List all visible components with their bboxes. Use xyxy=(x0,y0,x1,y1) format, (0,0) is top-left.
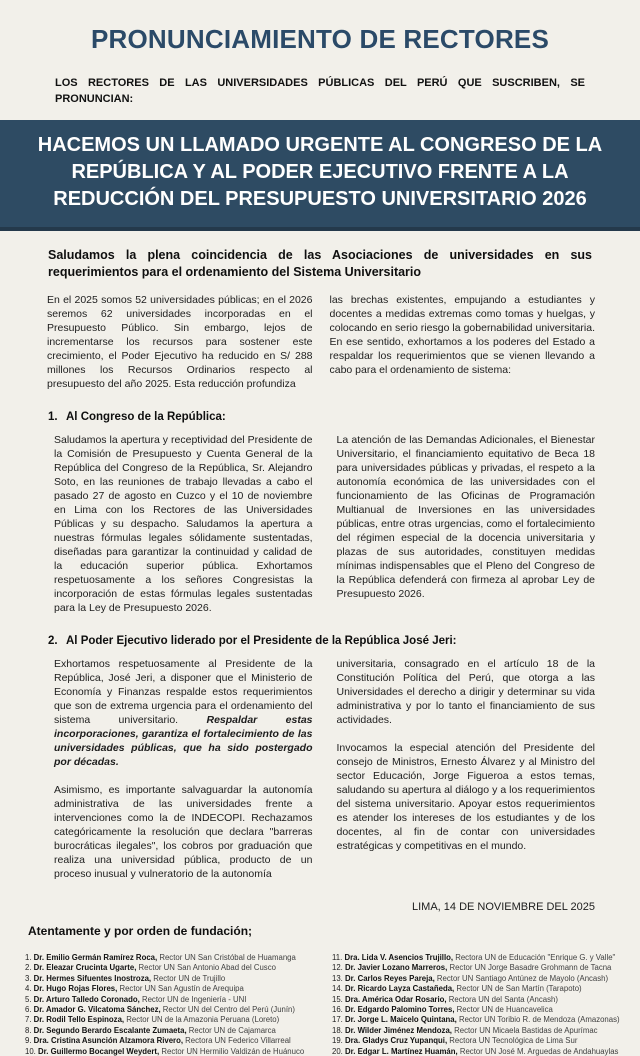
signatory-number: 5. xyxy=(25,994,34,1004)
signatory-role: Rector UN de Huancavelica xyxy=(456,1005,553,1015)
intro-statement: LOS RECTORES DE LAS UNIVERSIDADES PÚBLICAS DEL PERÚ QUE SUSCRIBEN, SE PRONUNCIAN: xyxy=(55,77,585,105)
signatory-number: 10. xyxy=(25,1046,39,1056)
signatory-number: 3. xyxy=(25,973,34,983)
signatory-number: 7. xyxy=(25,1015,34,1025)
signatory-name: Dr. Emilio Germán Ramírez Roca, xyxy=(33,953,160,962)
date-line: LIMA, 14 DE NOVIEMBRE DEL 2025 xyxy=(412,901,595,913)
section-2-column-left xyxy=(47,657,313,881)
section-2-number: 2. xyxy=(48,635,58,647)
signatory-name: Dr. Wilder Jiménez Mendoza, xyxy=(345,1025,455,1035)
signatory-number: 8. xyxy=(25,1025,34,1035)
signatory-name: Dr. Arturo Talledo Coronado, xyxy=(33,994,142,1004)
section-1-column-right: La atención de las Demandas Adicionales, el Bienestar Universitario, el financiamiento equitativo de Beca 18 para universidades públicas y privadas, el respeto a la autonomía económica de las universidades con el funcionamiento de las Oficinas de Programación Multianual de Inversiones en las universidades públicas, entre otras urgencias, como el fortalecimiento del régimen especial de la docencia universitaria y plazas de sus autoridades, constituyen medidas mínimas indispensables que el Pleno del Congreso de la República defenderá con firmeza al aprobar Ley de Presupuesto 2026. xyxy=(336,434,595,600)
section-2-p1-normal: Exhortamos respetuosamente al Presidente de la República, José Jeri, a disponer que el Ministerio de Economía y Finanzas respalde estos requerimientos que son de extrema urgencia para el ordenamiento del sistema universitario. xyxy=(54,658,313,726)
signatories-column-1 xyxy=(25,953,318,1056)
signatory-role: Rectora UN Tecnológica de Lima Sur xyxy=(449,1036,578,1046)
signatory-number: 16. xyxy=(332,1005,346,1015)
list-item xyxy=(25,974,318,984)
signatory-number: 6. xyxy=(25,1005,34,1015)
signatory-number: 19. xyxy=(332,1036,346,1046)
signatory-number: 14. xyxy=(332,984,346,994)
signatory-number: 13. xyxy=(332,973,346,983)
signatory-name: Dr. Segundo Berardo Escalante Zumaeta, xyxy=(33,1025,189,1035)
signatory-number: 11. xyxy=(332,953,345,962)
signatory-role: Rector UN de la Amazonia Peruana (Loreto) xyxy=(126,1015,280,1025)
signatory-role: Rector UN de Trujillo xyxy=(153,973,226,983)
signatory-name: Dra. Cristina Asunción Alzamora Rivero, xyxy=(33,1036,186,1046)
page-title: PRONUNCIAMIENTO DE RECTORES xyxy=(90,24,550,54)
signatory-role: Rectora UN Federico Villarreal xyxy=(185,1036,291,1046)
list-item xyxy=(25,963,318,973)
list-item xyxy=(332,974,625,984)
list-item xyxy=(332,1036,625,1046)
list-item xyxy=(332,1047,625,1056)
signatory-name: Dr. Carlos Reyes Pareja, xyxy=(345,973,437,983)
signatory-role: Rector UN San Cristóbal de Huamanga xyxy=(159,953,296,962)
section-2-paragraph-3: universitaria, consagrado en el artículo 18 de la Constitución Política del Perú, que otorga a las Universidades el derecho a dirigir y determinar su vida administrativa y por lo tanto el financiamiento de sus actividades. xyxy=(336,658,595,726)
list-item xyxy=(332,953,625,963)
signatory-role: Rector UN Hermilio Valdizán de Huánuco xyxy=(161,1046,305,1056)
signatory-name: Dr. Rodil Tello Espinoza, xyxy=(33,1015,127,1025)
signatory-role: Rector UN San Agustín de Arequipa xyxy=(119,984,244,994)
signatory-role: Rector UN José M. Arguedas de Andahuaylas xyxy=(459,1046,619,1056)
signatory-number: 9. xyxy=(25,1036,34,1046)
section-1-columns xyxy=(47,433,595,615)
section-1-number: 1. xyxy=(48,411,58,423)
signatory-name: Dr. Jorge L. Maicelo Quintana, xyxy=(345,1015,459,1025)
section-2-paragraph-4: Invocamos la especial atención del Presidente del consejo de Ministros, Ernesto Álvarez y al Ministro del sector Educación, Jorge Figueroa a estos temas, saludando su apertura al diálogo y a los requerimientos del sistema universitario. Apoyar estos requerimientos es atender los intereses de los estudiantes y de los docentes, al fin de contar con universidades estratégicas y competitivas en el mundo. xyxy=(336,742,595,852)
section-2-title: Al Poder Ejecutivo liderado por el Presidente de la República José Jeri: xyxy=(66,635,457,647)
list-item xyxy=(25,1026,318,1036)
closing-line: Atentamente y por orden de fundación; xyxy=(28,924,253,938)
list-item xyxy=(332,1005,625,1015)
signatory-role: Rector UN del Centro del Perú (Junín) xyxy=(162,1005,295,1015)
list-item xyxy=(332,963,625,973)
signatory-name: Dr. Eleazar Crucinta Ugarte, xyxy=(33,963,139,973)
signatory-role: Rector UN Micaela Bastidas de Apurímac xyxy=(454,1025,598,1035)
signatory-name: Dr. Edgar L. Martínez Huamán, xyxy=(345,1046,460,1056)
list-item xyxy=(332,1015,625,1025)
section-2-paragraph-1 xyxy=(54,657,313,769)
section-2-column-right xyxy=(330,657,596,881)
signatory-number: 4. xyxy=(25,984,34,994)
signatory-role: Rectora UN del Santa (Ancash) xyxy=(448,994,558,1004)
statement-column-left: En el 2025 somos 52 universidades públicas; en el 2026 seremos 62 universidades incorporadas en el Presupuesto Público. Sin embargo, lejos de incrementarse los recursos para sostener este crecimiento, el Poder Ejecutivo ha reducido en S/ 288 millones los Recursos Ordinarios respecto al presupuesto del año 2025. Esta reducción profundiza xyxy=(47,294,313,390)
list-item xyxy=(25,953,318,963)
signatories-list xyxy=(25,953,625,1056)
signatory-number: 15. xyxy=(332,994,346,1004)
list-item xyxy=(25,1047,318,1056)
signatory-name: Dr. Hugo Rojas Flores, xyxy=(33,984,120,994)
list-item xyxy=(25,984,318,994)
signatory-name: Dra. América Odar Rosario, xyxy=(345,994,449,1004)
signatory-role: Rector UN San Antonio Abad del Cusco xyxy=(138,963,276,973)
section-2-paragraph-2: Asimismo, es importante salvaguardar la autonomía administrativa de las universidades frente a intervenciones como la de INDECOPI. Rechazamos categóricamente la resolución que declara "barreras burocráticas ilegales", los cobros por graduación que realiza una universidad pública, producto de un proceso inusual y vulneratorio de la autonomía xyxy=(54,784,313,880)
signatory-role: Rector UN de Cajamarca xyxy=(188,1025,276,1035)
signatory-name: Dra. Gladys Cruz Yupanqui, xyxy=(345,1036,450,1046)
signatory-number: 17. xyxy=(332,1015,346,1025)
list-item xyxy=(25,995,318,1005)
signatory-name: Dr. Edgardo Palomino Torres, xyxy=(345,1005,457,1015)
headline-banner-text: HACEMOS UN LLAMADO URGENTE AL CONGRESO DE LA REPÚBLICA Y AL PODER EJECUTIVO FRENTE A LA REDUCCIÓN DEL PRESUPUESTO UNIVERSITARIO 2026 xyxy=(37,134,603,210)
signatory-number: 1. xyxy=(25,953,34,962)
signatory-number: 18. xyxy=(332,1025,346,1035)
list-item xyxy=(332,1026,625,1036)
section-1-heading xyxy=(48,411,595,423)
section-2-p1-emphasis: Respaldar estas incorporaciones, garantiza el fortalecimiento de las universidades públicas, que ha sido postergado por décadas. xyxy=(54,714,313,768)
signatory-role: Rector UN de Ingeniería - UNI xyxy=(141,994,247,1004)
signatory-name: Dr. Javier Lozano Marreros, xyxy=(345,963,450,973)
statement-columns xyxy=(47,293,595,391)
signatories-column-2 xyxy=(332,953,625,1056)
signatory-name: Dr. Hermes Sifuentes Inostroza, xyxy=(33,973,154,983)
signatory-number: 20. xyxy=(332,1046,346,1056)
signatory-name: Dra. Lida V. Asencios Trujillo, xyxy=(344,953,456,962)
signatory-role: Rector UN Jorge Basadre Grohmann de Tacna xyxy=(449,963,612,973)
statement-column-right: las brechas existentes, empujando a estudiantes y docentes a medidas extremas como tomas y huelgas, y colocando en serio riesgo la gobernabilidad universitaria. En ese sentido, exhortamos a los poderes del Estado a respaldar los requerimientos que se vienen llevando a cabo para el ordenamiento de sistema: xyxy=(329,294,595,376)
signatory-name: Dr. Amador G. Vilcatoma Sánchez, xyxy=(33,1005,163,1015)
list-item xyxy=(25,1005,318,1015)
section-1-title: Al Congreso de la República: xyxy=(66,411,226,423)
signatory-role: Rector UN Santiago Antúnez de Mayolo (Ancash) xyxy=(436,973,609,983)
list-item xyxy=(25,1015,318,1025)
headline-banner xyxy=(0,120,640,231)
section-2-heading xyxy=(48,635,595,647)
signatory-number: 2. xyxy=(25,963,34,973)
section-2-columns xyxy=(47,657,595,881)
signatory-role: Rectora UN de Educación "Enrique G. y Valle" xyxy=(455,953,616,962)
signatory-number: 12. xyxy=(332,963,346,973)
signatory-name: Dr. Ricardo Layza Castañeda, xyxy=(345,984,457,994)
signatory-role: Rector UN Toribio R. de Mendoza (Amazonas) xyxy=(458,1015,620,1025)
list-item xyxy=(332,984,625,994)
signatory-role: Rector UN de San Martín (Tarapoto) xyxy=(456,984,582,994)
list-item xyxy=(25,1036,318,1046)
signatory-name: Dr. Guillermo Bocangel Weydert, xyxy=(38,1046,162,1056)
section-1-column-left: Saludamos la apertura y receptividad del Presidente de la Comisión de Presupuesto y Cuenta General de la República del Congreso de la República, Sr. Alejandro Soto, en las reuniones de trabajo llevadas a cabo el pasado 27 de agosto en Cuzco y el 10 de noviembre en Lima con los Rectores de las Universidades Públicas y su despacho. Saludamos la apertura a nuestras fórmulas legales sólidamente sustentadas, diseñadas para garantizar la continuidad y calidad de la educación superior pública. Exhortamos respetuosamente a los señores Congresistas la incorporación de estas fórmulas legales sustentadas para la Ley de Presupuesto 2026. xyxy=(54,434,313,614)
list-item xyxy=(332,995,625,1005)
statement-subtitle: Saludamos la plena coincidencia de las Asociaciones de universidades en sus requerimientos para el ordenamiento del Sistema Universitario xyxy=(48,248,592,279)
